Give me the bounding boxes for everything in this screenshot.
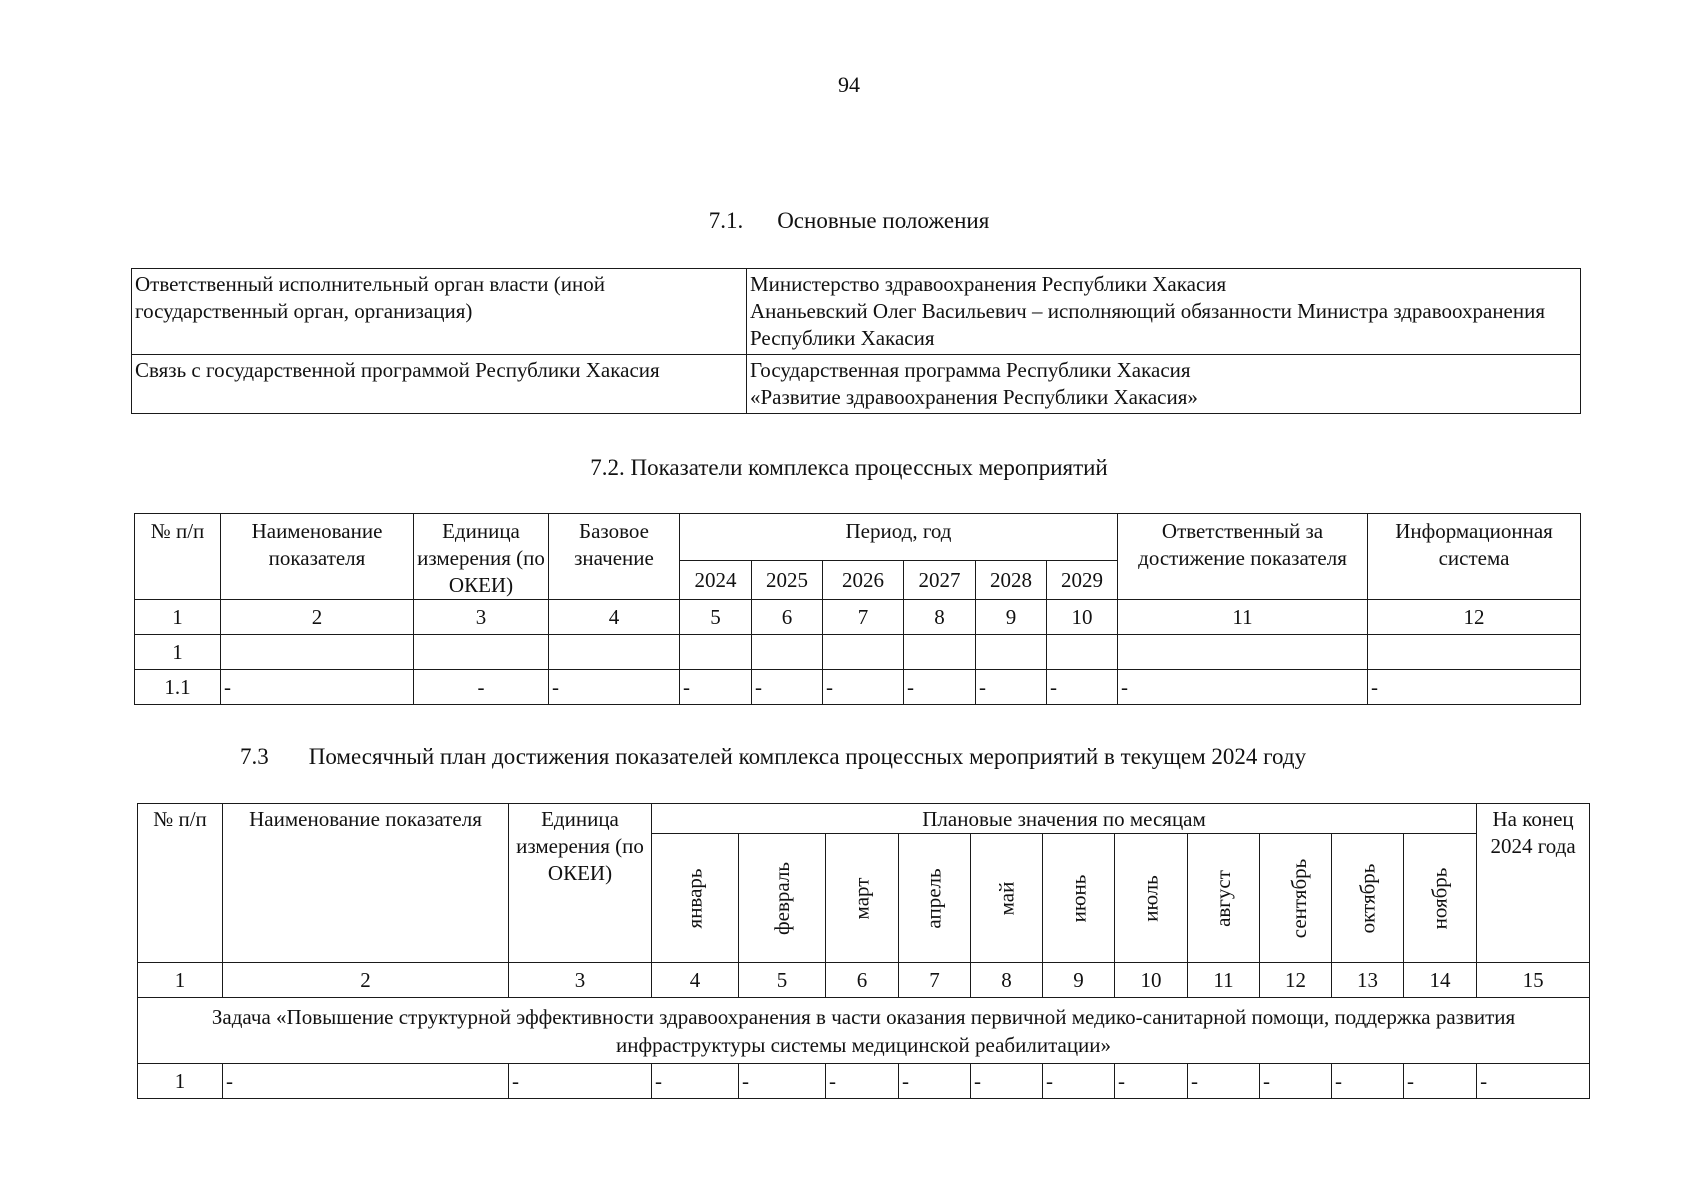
header-row [138,804,1590,834]
table-row [135,635,1581,670]
indicators-table [134,513,1581,705]
header-year: 2028 [976,561,1047,600]
header-plan: Плановые значения по месяцам [652,804,1477,834]
month-label: апрель [921,867,946,929]
cell [221,635,414,670]
row-label: Связь с государственной программой Республики Хакасия [132,355,747,414]
value-line: Ананьевский Олег Васильевич – исполняющий обязанности Министра здравоохранения Республики Хакасия [750,299,1546,350]
column-number: 2 [221,600,414,635]
column-numbers-row [135,600,1581,635]
column-number: 3 [509,963,652,998]
header-month [652,834,739,963]
column-number: 12 [1368,600,1581,635]
column-number: 4 [652,963,739,998]
column-number: 2 [223,963,509,998]
header-name: Наименование показателя [223,804,509,963]
cell [752,635,823,670]
column-number: 3 [414,600,549,635]
page-number: 94 [838,72,860,97]
section-71-title: Основные положения [777,208,990,233]
cell: - [752,670,823,705]
column-number: 9 [1043,963,1115,998]
header-base: Базовое значение [549,514,680,600]
header-unit: Единица измерения (по ОКЕИ) [414,514,549,600]
column-number: 7 [899,963,971,998]
column-number: 6 [752,600,823,635]
task-description: Задача «Повышение структурной эффективности здравоохранения в части оказания первичной медико-санитарной помощи, поддержка развития инфраструктуры системы медицинской реабилитации» [138,998,1590,1064]
cell [1118,635,1368,670]
header-month [826,834,899,963]
cell: - [1118,670,1368,705]
header-month [1043,834,1115,963]
cell: - [1477,1064,1590,1099]
month-label: июль [1138,874,1163,922]
month-label: январь [682,868,707,928]
header-year: 2027 [904,561,976,600]
cell: - [223,1064,509,1099]
month-label: октябрь [1355,863,1379,933]
header-year: 2025 [752,561,823,600]
column-number: 4 [549,600,680,635]
column-number: 9 [976,600,1047,635]
cell: - [1115,1064,1188,1099]
column-number: 6 [826,963,899,998]
cell: - [826,1064,899,1099]
section-73-number: 7.3 [240,744,269,769]
header-year: 2024 [680,561,752,600]
cell [680,635,752,670]
main-provisions-table [131,268,1581,414]
column-numbers-row [138,963,1590,998]
month-label: февраль [769,861,794,935]
header-system: Информационная система [1368,514,1581,600]
header-month [1332,834,1404,963]
cell: - [904,670,976,705]
column-number: 14 [1404,963,1477,998]
cell [1368,635,1581,670]
cell [414,635,549,670]
column-number: 10 [1115,963,1188,998]
cell: - [1332,1064,1404,1099]
header-month [739,834,826,963]
month-label: май [994,881,1018,915]
monthly-plan-table [137,803,1590,1099]
section-71-number: 7.1. [708,208,744,233]
month-label: июнь [1066,874,1090,922]
header-num: № п/п [135,514,221,600]
column-number: 8 [904,600,976,635]
row-number: 1 [135,635,221,670]
table-row [132,269,1581,355]
cell [904,635,976,670]
row-value [747,269,1581,355]
header-year: 2026 [823,561,904,600]
cell: - [221,670,414,705]
cell: - [1404,1064,1477,1099]
header-year: 2029 [1047,561,1118,600]
cell: - [1260,1064,1332,1099]
row-value [747,355,1581,414]
table-row [138,1064,1590,1099]
cell: - [680,670,752,705]
month-label: август [1210,869,1235,927]
column-number: 1 [138,963,223,998]
cell: - [976,670,1047,705]
cell: - [549,670,680,705]
cell: - [652,1064,739,1099]
column-number: 15 [1477,963,1590,998]
cell [976,635,1047,670]
section-71-heading [0,208,1698,234]
header-name: Наименование показателя [221,514,414,600]
cell: - [899,1064,971,1099]
month-label: сентябрь [1287,858,1312,938]
table-row [135,670,1581,705]
cell: - [1043,1064,1115,1099]
column-number: 1 [135,600,221,635]
section-72-title: 7.2. Показатели комплекса процессных мероприятий [590,455,1108,480]
header-responsible: Ответственный за достижение показателя [1118,514,1368,600]
cell: - [823,670,904,705]
column-number: 13 [1332,963,1404,998]
row-number: 1 [138,1064,223,1099]
row-number: 1.1 [135,670,221,705]
cell: - [1047,670,1118,705]
value-line: Государственная программа Республики Хакасия [750,358,1191,382]
cell: - [739,1064,826,1099]
header-month [1404,834,1477,963]
cell: - [414,670,549,705]
header-month [899,834,971,963]
header-end: На конец 2024 года [1477,804,1590,963]
header-num: № п/п [138,804,223,963]
table-row [132,355,1581,414]
cell: - [1368,670,1581,705]
column-number: 11 [1188,963,1260,998]
header-row [135,514,1581,561]
value-line: «Развитие здравоохранения Республики Хакасия» [750,385,1198,409]
column-number: 8 [971,963,1043,998]
month-label: март [849,877,874,919]
cell: - [1188,1064,1260,1099]
cell [549,635,680,670]
value-line: Министерство здравоохранения Республики Хакасия [750,272,1227,296]
task-row [138,998,1590,1064]
header-month [1115,834,1188,963]
section-73-title: Помесячный план достижения показателей комплекса процессных мероприятий в текущем 2024 году [308,744,1307,769]
header-month [1188,834,1260,963]
column-number: 5 [739,963,826,998]
cell [823,635,904,670]
header-period: Период, год [680,514,1118,561]
section-73-heading [240,744,1306,770]
header-month [1260,834,1332,963]
header-month [971,834,1043,963]
cell: - [971,1064,1043,1099]
column-number: 12 [1260,963,1332,998]
month-label: ноябрь [1427,867,1452,929]
column-number: 7 [823,600,904,635]
column-number: 10 [1047,600,1118,635]
cell: - [509,1064,652,1099]
cell [1047,635,1118,670]
header-unit: Единица измерения (по ОКЕИ) [509,804,652,963]
column-number: 5 [680,600,752,635]
row-label: Ответственный исполнительный орган власти (иной государственный орган, организация) [132,269,747,355]
column-number: 11 [1118,600,1368,635]
